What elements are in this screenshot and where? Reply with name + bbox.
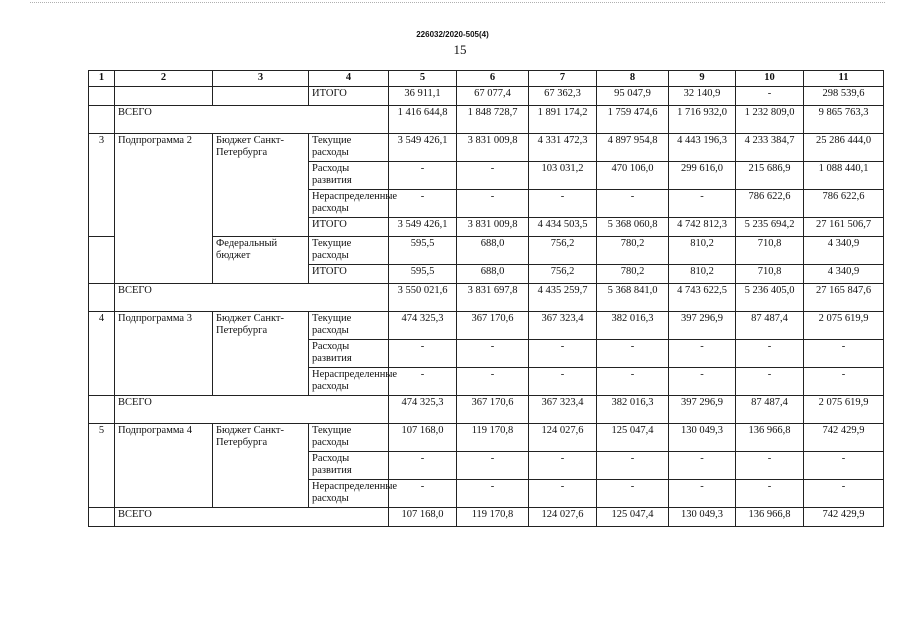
value-cell: 3 831 009,8 — [457, 134, 529, 162]
column-header: 5 — [389, 71, 457, 87]
value-cell: - — [736, 340, 804, 368]
total-row — [89, 106, 884, 134]
value-cell: 67 077,4 — [457, 87, 529, 106]
value-cell: - — [669, 368, 736, 396]
value-cell: - — [597, 340, 669, 368]
value-cell: 67 362,3 — [529, 87, 597, 106]
total-row — [89, 396, 884, 424]
value-cell: - — [457, 162, 529, 190]
table-cell — [89, 284, 115, 312]
value-cell: 27 161 506,7 — [804, 218, 884, 237]
value-cell: 87 487,4 — [736, 396, 804, 424]
row-type: ИТОГО — [309, 87, 389, 106]
value-cell: 810,2 — [669, 237, 736, 265]
value-cell: 136 966,8 — [736, 424, 804, 452]
value-cell: 688,0 — [457, 265, 529, 284]
value-cell: 87 487,4 — [736, 312, 804, 340]
value-cell: - — [389, 480, 457, 508]
value-cell: 1 891 174,2 — [529, 106, 597, 134]
value-cell: - — [389, 368, 457, 396]
value-cell: 397 296,9 — [669, 396, 736, 424]
value-cell: - — [457, 190, 529, 218]
table-row — [89, 87, 884, 106]
value-cell: 595,5 — [389, 237, 457, 265]
column-header: 6 — [457, 71, 529, 87]
row-type: Текущие расходы — [309, 424, 389, 452]
column-header: 2 — [115, 71, 213, 87]
value-cell: 5 368 841,0 — [597, 284, 669, 312]
value-cell: - — [669, 480, 736, 508]
value-cell: - — [389, 452, 457, 480]
value-cell: 36 911,1 — [389, 87, 457, 106]
value-cell: 780,2 — [597, 237, 669, 265]
value-cell: 4 331 472,3 — [529, 134, 597, 162]
value-cell: 25 286 444,0 — [804, 134, 884, 162]
row-type: ИТОГО — [309, 218, 389, 237]
value-cell: 780,2 — [597, 265, 669, 284]
total-label: ВСЕГО — [115, 508, 389, 527]
value-cell: 5 235 694,2 — [736, 218, 804, 237]
value-cell: 27 165 847,6 — [804, 284, 884, 312]
column-header: 3 — [213, 71, 309, 87]
value-cell: 1 416 644,8 — [389, 106, 457, 134]
value-cell: 215 686,9 — [736, 162, 804, 190]
subprogram-name: Подпрограмма 3 — [115, 312, 213, 396]
value-cell: 107 168,0 — [389, 508, 457, 527]
value-cell: - — [669, 190, 736, 218]
row-type: Расходы развития — [309, 452, 389, 480]
value-cell: - — [736, 480, 804, 508]
value-cell: - — [529, 452, 597, 480]
row-type: ИТОГО — [309, 265, 389, 284]
value-cell: - — [597, 480, 669, 508]
row-number: 4 — [89, 312, 115, 396]
column-header: 7 — [529, 71, 597, 87]
value-cell: - — [457, 480, 529, 508]
value-cell: - — [669, 340, 736, 368]
value-cell: 710,8 — [736, 237, 804, 265]
table-cell — [89, 508, 115, 527]
value-cell: - — [597, 190, 669, 218]
scan-edge-line — [30, 2, 885, 5]
column-header: 4 — [309, 71, 389, 87]
value-cell: - — [457, 368, 529, 396]
column-header: 8 — [597, 71, 669, 87]
value-cell: 4 743 622,5 — [669, 284, 736, 312]
row-type: Нераспределенные расходы — [309, 480, 389, 508]
value-cell: 9 865 763,3 — [804, 106, 884, 134]
table-cell — [115, 87, 213, 106]
subprogram-name: Подпрограмма 2 — [115, 134, 213, 284]
value-cell: 3 549 426,1 — [389, 134, 457, 162]
value-cell: 125 047,4 — [597, 508, 669, 527]
value-cell: - — [529, 368, 597, 396]
value-cell: 136 966,8 — [736, 508, 804, 527]
value-cell: 298 539,6 — [804, 87, 884, 106]
value-cell: 4 340,9 — [804, 265, 884, 284]
funding-source: Бюджет Санкт-Петербурга — [213, 134, 309, 237]
value-cell: 95 047,9 — [597, 87, 669, 106]
row-type: Расходы развития — [309, 162, 389, 190]
value-cell: - — [597, 452, 669, 480]
value-cell: - — [529, 340, 597, 368]
row-number: 5 — [89, 424, 115, 508]
value-cell: 4 897 954,8 — [597, 134, 669, 162]
value-cell: 107 168,0 — [389, 424, 457, 452]
value-cell: 688,0 — [457, 237, 529, 265]
value-cell: - — [389, 190, 457, 218]
value-cell: 595,5 — [389, 265, 457, 284]
value-cell: 32 140,9 — [669, 87, 736, 106]
value-cell: - — [529, 190, 597, 218]
value-cell: 130 049,3 — [669, 508, 736, 527]
value-cell: - — [736, 452, 804, 480]
budget-table — [88, 70, 884, 527]
total-row — [89, 284, 884, 312]
value-cell: 4 435 259,7 — [529, 284, 597, 312]
value-cell: 3 831 009,8 — [457, 218, 529, 237]
value-cell: 4 443 196,3 — [669, 134, 736, 162]
value-cell: 367 323,4 — [529, 396, 597, 424]
subprogram-name: Подпрограмма 4 — [115, 424, 213, 508]
value-cell: - — [669, 452, 736, 480]
value-cell: - — [457, 452, 529, 480]
value-cell: 786 622,6 — [804, 190, 884, 218]
column-header: 11 — [804, 71, 884, 87]
value-cell: 4 742 812,3 — [669, 218, 736, 237]
value-cell: 5 236 405,0 — [736, 284, 804, 312]
value-cell: 470 106,0 — [597, 162, 669, 190]
value-cell: 397 296,9 — [669, 312, 736, 340]
value-cell: 742 429,9 — [804, 508, 884, 527]
table-row — [89, 134, 884, 162]
table-row — [89, 312, 884, 340]
value-cell: - — [804, 368, 884, 396]
column-header: 10 — [736, 71, 804, 87]
value-cell: - — [804, 340, 884, 368]
table-cell — [89, 396, 115, 424]
value-cell: - — [736, 368, 804, 396]
row-type: Текущие расходы — [309, 237, 389, 265]
value-cell: - — [389, 340, 457, 368]
header-row — [89, 71, 884, 87]
value-cell: 2 075 619,9 — [804, 396, 884, 424]
value-cell: 3 550 021,6 — [389, 284, 457, 312]
value-cell: 124 027,6 — [529, 508, 597, 527]
value-cell: 1 848 728,7 — [457, 106, 529, 134]
value-cell: - — [804, 480, 884, 508]
funding-source: Бюджет Санкт-Петербурга — [213, 312, 309, 396]
value-cell: 382 016,3 — [597, 312, 669, 340]
table-cell — [89, 106, 115, 134]
value-cell: 4 434 503,5 — [529, 218, 597, 237]
row-type: Текущие расходы — [309, 134, 389, 162]
value-cell: 3 549 426,1 — [389, 218, 457, 237]
total-row — [89, 508, 884, 527]
value-cell: 367 323,4 — [529, 312, 597, 340]
value-cell: 130 049,3 — [669, 424, 736, 452]
value-cell: 367 170,6 — [457, 396, 529, 424]
value-cell: - — [597, 368, 669, 396]
value-cell: - — [389, 162, 457, 190]
document-number: 226032/2020-505(4) — [416, 30, 489, 39]
value-cell: 5 368 060,8 — [597, 218, 669, 237]
value-cell: - — [804, 452, 884, 480]
value-cell: 710,8 — [736, 265, 804, 284]
value-cell: 756,2 — [529, 265, 597, 284]
table-cell — [89, 237, 115, 284]
row-type: Расходы развития — [309, 340, 389, 368]
row-type: Нераспределенные расходы — [309, 190, 389, 218]
value-cell: 103 031,2 — [529, 162, 597, 190]
value-cell: 125 047,4 — [597, 424, 669, 452]
value-cell: 474 325,3 — [389, 396, 457, 424]
table-cell — [89, 87, 115, 106]
value-cell: 1 088 440,1 — [804, 162, 884, 190]
value-cell: - — [736, 87, 804, 106]
value-cell: 756,2 — [529, 237, 597, 265]
value-cell: 1 716 932,0 — [669, 106, 736, 134]
value-cell: 2 075 619,9 — [804, 312, 884, 340]
value-cell: 4 340,9 — [804, 237, 884, 265]
value-cell: 382 016,3 — [597, 396, 669, 424]
total-label: ВСЕГО — [115, 284, 389, 312]
value-cell: 1 759 474,6 — [597, 106, 669, 134]
value-cell: 124 027,6 — [529, 424, 597, 452]
row-type: Текущие расходы — [309, 312, 389, 340]
value-cell: 367 170,6 — [457, 312, 529, 340]
table-cell — [213, 87, 309, 106]
value-cell: 1 232 809,0 — [736, 106, 804, 134]
value-cell: 786 622,6 — [736, 190, 804, 218]
column-header: 9 — [669, 71, 736, 87]
value-cell: 119 170,8 — [457, 424, 529, 452]
value-cell: 810,2 — [669, 265, 736, 284]
value-cell: 4 233 384,7 — [736, 134, 804, 162]
value-cell: - — [529, 480, 597, 508]
value-cell: 119 170,8 — [457, 508, 529, 527]
page-number: 15 — [453, 42, 467, 57]
total-label: ВСЕГО — [115, 106, 389, 134]
value-cell: - — [457, 340, 529, 368]
total-label: ВСЕГО — [115, 396, 389, 424]
value-cell: 474 325,3 — [389, 312, 457, 340]
funding-source: Бюджет Санкт-Петербурга — [213, 424, 309, 508]
row-type: Нераспределенные расходы — [309, 368, 389, 396]
value-cell: 299 616,0 — [669, 162, 736, 190]
value-cell: 742 429,9 — [804, 424, 884, 452]
funding-source: Федеральный бюджет — [213, 237, 309, 284]
table-row — [89, 424, 884, 452]
value-cell: 3 831 697,8 — [457, 284, 529, 312]
row-number: 3 — [89, 134, 115, 237]
column-header: 1 — [89, 71, 115, 87]
